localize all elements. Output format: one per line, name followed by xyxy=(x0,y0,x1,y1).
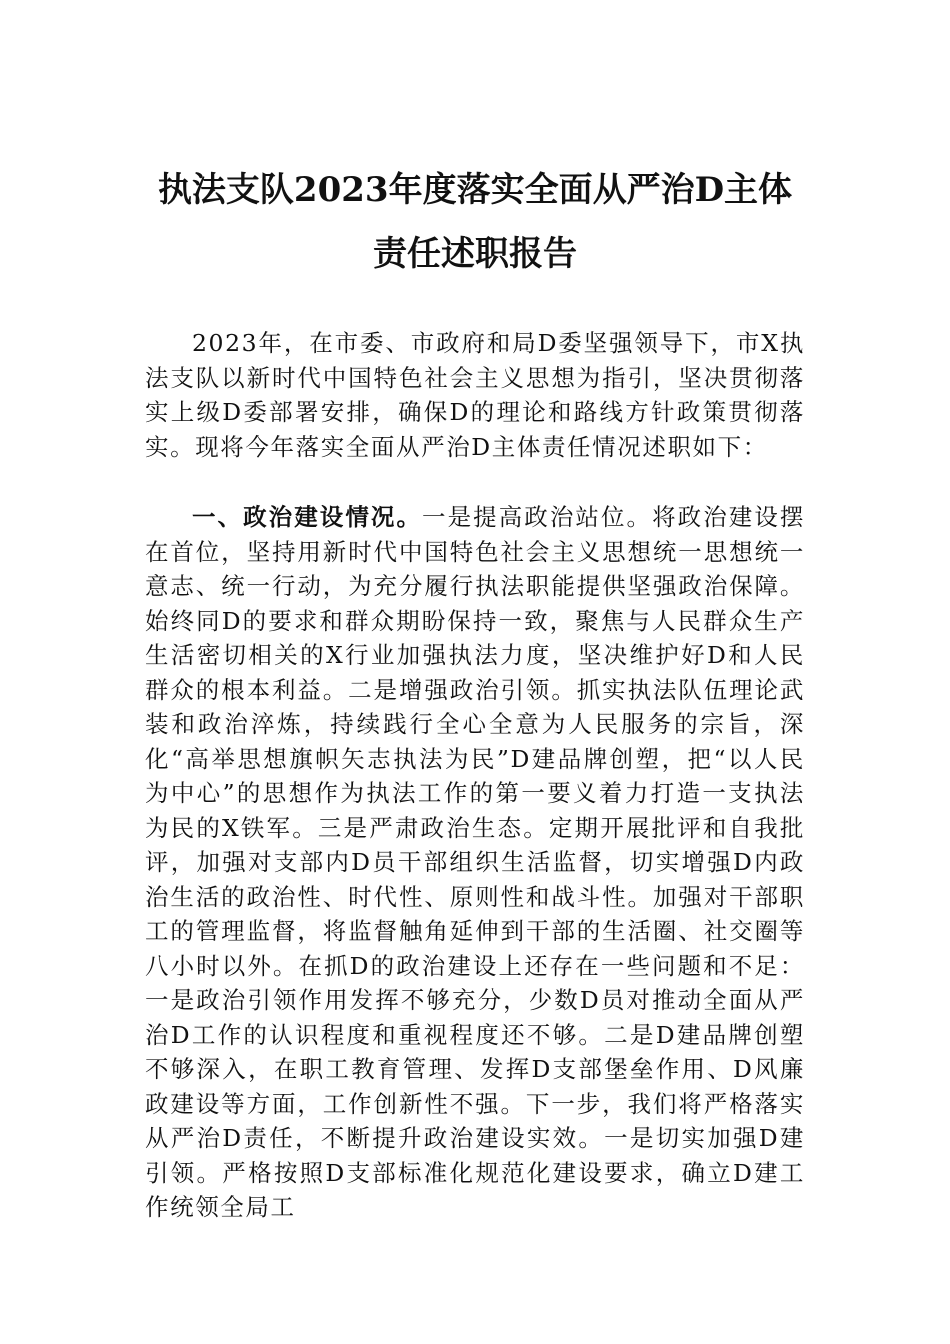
title-line-2: 责任述职报告 xyxy=(373,234,577,274)
section-1-paragraph xyxy=(145,500,805,1225)
intro-paragraph: 2023年，在市委、市政府和局D委坚强领导下，市X执法支队以新时代中国特色社会主义思想为指引，坚决贯彻落实上级D委部署安排，确保D的理论和路线方针政策贯彻落实。现将今年落实全面从严治D主体责任情况述职如下： xyxy=(145,329,805,461)
document-title xyxy=(140,158,810,286)
section-1-text: 一是提高政治站位。将政治建设摆在首位，坚持用新时代中国特色社会主义思想统一思想统一意志、统一行动，为充分履行执法职能提供坚强政治保障。始终同D的要求和群众期盼保持一致，聚焦与人民群众生产生活密切相关的X行业加强执法力度，坚决维护好D和人民群众的根本利益。二是增强政治引领。抓实执法队伍理论武装和政治淬炼，持续践行全心全意为人民服务的宗旨，深化“高举思想旗帜矢志执法为民”D建品牌创塑，把“以人民为中心”的思想作为执法工作的第一要义着力打造一支执法为民的X铁军。三是严肃政治生态。定期开展批评和自我批评，加强对支部内D员干部组织生活监督，切实增强D内政治生活的政治性、时代性、原则性和战斗性。加强对干部职工的管理监督，将监督触角延伸到干部的生活圈、社交圈等八小时以外。在抓D的政治建设上还存在一些问题和不足：一是政治引领作用发挥不够充分，少数D员对推动全面从严治D工作的认识程度和重视程度还不够。二是D建品牌创塑不够深入，在职工教育管理、发挥D支部堡垒作用、D风廉政建设等方面，工作创新性不强。下一步，我们将严格落实从严治D责任，不断提升政治建设实效。一是切实加强D建引领。严格按照D支部标准化规范化建设要求，确立D建工作统领全局工 xyxy=(145,503,805,1221)
section-1-heading: 一、政治建设情况。 xyxy=(192,503,423,531)
title-line-1: 执法支队2023年度落实全面从严治D主体 xyxy=(157,170,793,210)
